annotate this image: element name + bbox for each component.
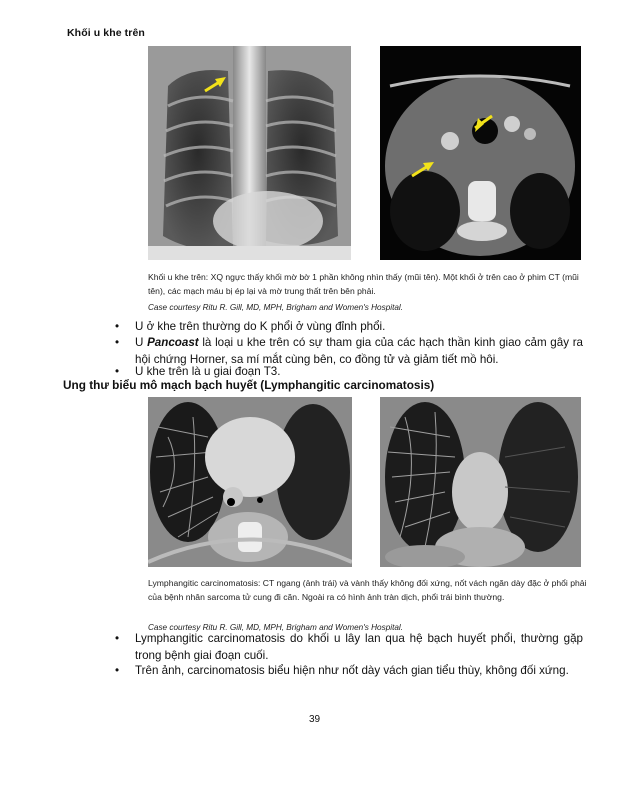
chest-xray-image <box>148 46 351 260</box>
figure-caption-1: Khối u khe trên: XQ ngực thấy khối mờ bờ 1 phần không nhìn thấy (mũi tên). Một khối ở trên cao ở phim CT (mũi tên), các mạch máu bị ép lại và mờ trung thất trên bên phải. <box>148 272 579 296</box>
list-item: • Trên ảnh, carcinomatosis biểu hiện như nốt dày vách gian tiểu thùy, không đối xứng. <box>115 664 569 677</box>
list-item: • U Pancoast là loại u khe trên có sự tham gia của các hạch thần kinh giao cảm gây ra hội chứng Horner, sa mí mắt cùng bên, co đồng tử và giảm tiết mồ hôi. <box>115 336 584 366</box>
figure-caption-2: Lymphangitic carcinomatosis: CT ngang (ảnh trái) và vành thấy không đối xứng, nốt vách ngăn dày đặc ở phổi phải của bệnh nhân sarcoma tử cung đi căn. Ngoài ra có hình ảnh tràn dịch, phổi trái bình thường. <box>148 578 587 602</box>
figure-credit-1: Case courtesy Ritu R. Gill, MD, MPH, Brigham and Women's Hospital. <box>148 303 403 312</box>
section-heading-superior-sulcus: Khối u khe trên <box>67 27 145 39</box>
ct-lung-axial-image <box>148 397 352 567</box>
section-heading-lymphangitic: Ung thư biểu mô mạch bạch huyết (Lymphangitic carcinomatosis) <box>63 378 435 392</box>
list-item: • Lymphangitic carcinomatosis do khối u lây lan qua hệ bạch huyết phổi, thường gặp trong bệnh giai đoạn cuối. <box>115 632 583 662</box>
page-number: 39 <box>309 714 321 725</box>
ct-lung-coronal-image <box>380 397 581 567</box>
figure-credit-2: Case courtesy Ritu R. Gill, MD, MPH, Brigham and Women's Hospital. <box>148 623 403 632</box>
list-item: • U ở khe trên thường do K phổi ở vùng đỉnh phổi. <box>115 320 386 333</box>
list-item: • U khe trên là u giai đoạn T3. <box>115 365 281 378</box>
ct-axial-image <box>380 46 581 260</box>
